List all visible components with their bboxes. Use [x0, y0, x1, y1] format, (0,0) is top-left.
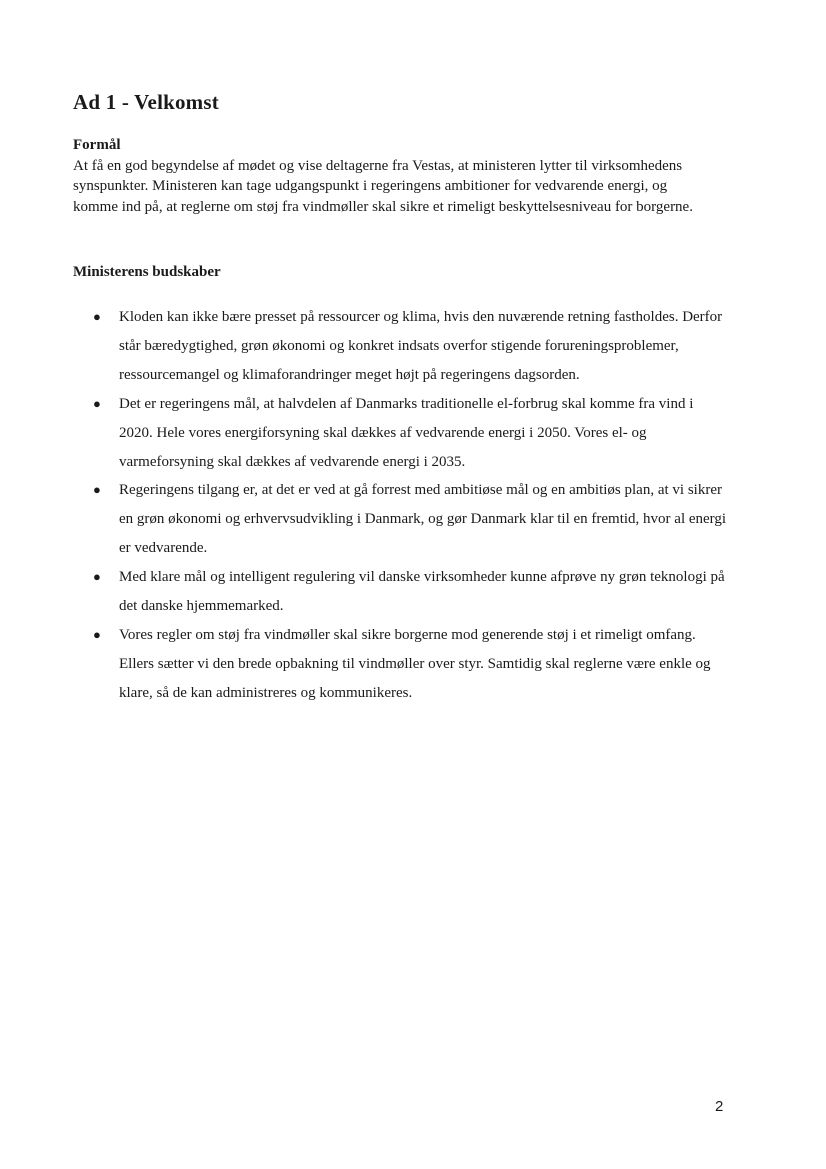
bullet-icon: ●	[93, 626, 101, 642]
list-item	[0, 476, 729, 563]
bullet-icon: ●	[93, 482, 101, 498]
messages-list	[0, 303, 826, 708]
bullet-icon: ●	[93, 309, 101, 324]
page-number: 2	[715, 1098, 724, 1115]
messages-heading: Ministerens budskaber	[73, 264, 221, 280]
purpose-section	[73, 135, 713, 217]
bullet-icon: ●	[93, 569, 101, 585]
list-item	[0, 621, 729, 708]
list-item	[0, 563, 729, 621]
page-title: Ad 1 - Velkomst	[73, 90, 219, 114]
list-item-text: Kloden kan ikke bære presset på ressourcer og klima, hvis den nuværende retning fastholdes. Derfor står bæredygtighed, grøn økonomi og konkret indsats overfor stigende forureningsproblemer, ressourcemangel og klimaforandringer meget højt på regeringens dagsorden.	[119, 309, 723, 383]
list-item-text: Vores regler om støj fra vindmøller skal sikre borgerne mod generende støj i et rimeligt omfang. Ellers sætter vi den brede opbakning til vindmøller over styr. Samtidig skal reglerne være enkle og klare, så de kan administreres og kommunikeres.	[119, 626, 711, 701]
bullet-icon: ●	[93, 395, 101, 411]
list-item-text: Regeringens tilgang er, at det er ved at gå forrest med ambitiøse mål og en ambitiøs plan, at vi sikrer en grøn økonomi og erhvervsudvikling i Danmark, og gør Danmark klar til en fremtid, hvor al energi er vedvarende.	[119, 482, 727, 557]
list-item	[0, 390, 729, 477]
list-item-text: Det er regeringens mål, at halvdelen af Danmarks traditionelle el-forbrug skal komme fra vind i 2020. Hele vores energiforsyning skal dækkes af vedvarende energi i 2050. Vores el- og varmeforsyning skal dækkes af vedvarende energi i 2035.	[119, 395, 694, 470]
purpose-heading: Formål	[73, 137, 121, 153]
list-item	[0, 303, 729, 390]
purpose-text: At få en god begyndelse af mødet og vise deltagerne fra Vestas, at ministeren lytter til virksomhedens synspunkter. Ministeren kan tage udgangspunkt i regeringens ambitioner for vedvarende energi, og komme ind på, at reglerne om støj fra vindmøller skal sikre et rimeligt beskyttelsesniveau for borgerne.	[73, 157, 693, 215]
list-item-text: Med klare mål og intelligent regulering vil danske virksomheder kunne afprøve ny grøn teknologi på det danske hjemmemarked.	[119, 569, 725, 615]
